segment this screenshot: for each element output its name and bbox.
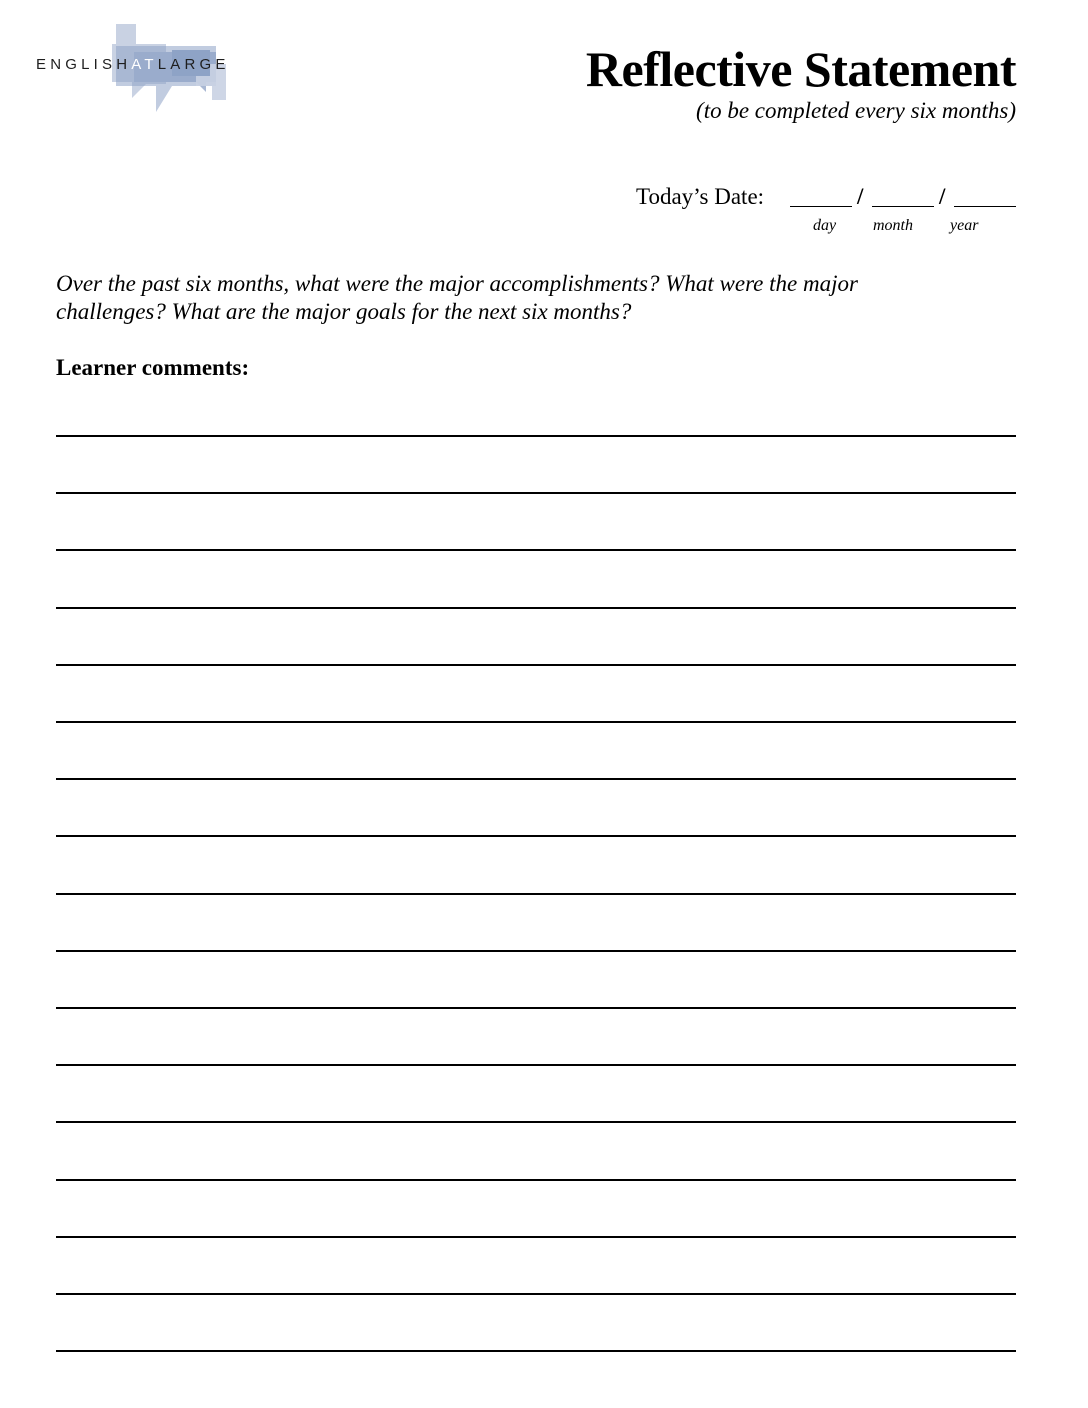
comment-line[interactable] (56, 607, 1016, 609)
year-field[interactable] (954, 192, 1016, 207)
comment-line[interactable] (56, 1293, 1016, 1295)
comment-line[interactable] (56, 778, 1016, 780)
comment-line[interactable] (56, 1064, 1016, 1066)
date-label: Today’s Date: (636, 184, 765, 209)
month-field[interactable] (872, 192, 934, 207)
comment-line[interactable] (56, 1179, 1016, 1181)
comment-line[interactable] (56, 950, 1016, 952)
comment-line[interactable] (56, 1236, 1016, 1238)
prompt-line-2: challenges? What are the major goals for the next six months? (56, 299, 632, 324)
date-separator: / (857, 184, 864, 209)
comment-line[interactable] (56, 549, 1016, 551)
comment-line[interactable] (56, 1007, 1016, 1009)
day-label: day (813, 217, 837, 234)
prompt-line-1: Over the past six months, what were the major accomplishments? What were the major (56, 271, 858, 296)
comment-line[interactable] (56, 835, 1016, 837)
year-label: year (950, 217, 979, 234)
comment-line[interactable] (56, 893, 1016, 895)
learner-comments-label: Learner comments: (56, 355, 250, 380)
page-subtitle: (to be completed every six months) (696, 98, 1016, 123)
reflection-prompt (56, 270, 976, 326)
comment-line[interactable] (56, 721, 1016, 723)
date-separator: / (939, 184, 946, 209)
english-at-large-logo (36, 16, 286, 116)
month-label: month (873, 217, 913, 234)
comment-line[interactable] (56, 435, 1016, 437)
logo-wordmark (36, 56, 230, 73)
comment-line[interactable] (56, 492, 1016, 494)
logo-large: LARGE (157, 56, 230, 73)
day-field[interactable] (790, 192, 852, 207)
comment-line[interactable] (56, 664, 1016, 666)
page-title: Reflective Statement (585, 41, 1016, 97)
comment-line[interactable] (56, 1350, 1016, 1352)
comment-line[interactable] (56, 1121, 1016, 1123)
logo-at: AT (131, 56, 158, 73)
logo-english: ENGLISH (36, 56, 132, 73)
